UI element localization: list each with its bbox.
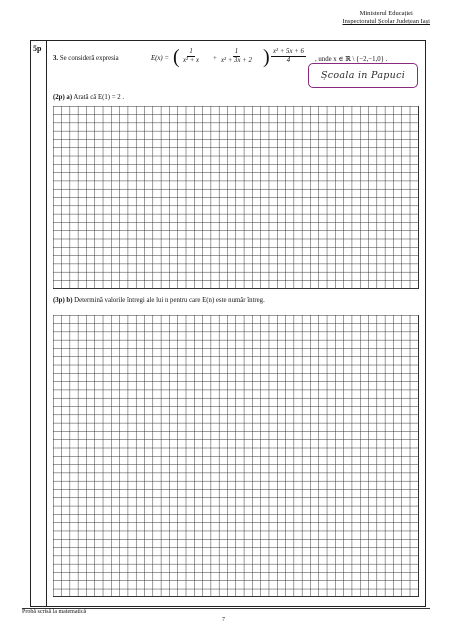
fraction-3 bbox=[271, 48, 306, 65]
fraction-3-denominator: 4 bbox=[286, 57, 291, 64]
fraction-2 bbox=[221, 48, 252, 65]
fraction-2-numerator: 1 bbox=[234, 48, 239, 55]
part-a-points: (2p) bbox=[53, 94, 65, 101]
part-a-text: Arată că E(1) = 2 . bbox=[73, 94, 125, 101]
problem-intro bbox=[53, 55, 119, 62]
fraction-1 bbox=[183, 48, 199, 65]
domain-condition: , unde x ∈ ℝ \ {−2,−1,0} . bbox=[315, 56, 388, 63]
answer-grid-part-a[interactable] bbox=[53, 106, 419, 289]
plus-sign: + bbox=[213, 55, 217, 62]
problem-intro-text: Se consideră expresia bbox=[59, 55, 119, 62]
fraction-3-numerator: x² + 5x + 6 bbox=[273, 48, 304, 55]
header-ministry: Ministerul Educației bbox=[359, 10, 413, 17]
part-a-letter: a) bbox=[66, 94, 73, 101]
part-a-statement bbox=[53, 94, 124, 101]
expression-lhs: E(x) = bbox=[151, 55, 169, 62]
fraction-1-denominator: x² + x bbox=[183, 57, 200, 64]
part-b-text: Determină valorile întregi ale lui n pentru care E(n) este număr întreg. bbox=[74, 297, 265, 304]
part-b-statement bbox=[53, 297, 265, 304]
left-paren: ( bbox=[173, 46, 180, 68]
problem-points: 5p bbox=[33, 44, 42, 53]
part-b-points: (3p) bbox=[53, 297, 65, 304]
footer-exam-title: Probă scrisă la matematică bbox=[22, 609, 87, 615]
document-header bbox=[342, 10, 430, 26]
part-b-letter: b) bbox=[66, 297, 73, 304]
page-number: 7 bbox=[222, 617, 225, 623]
problem-frame bbox=[30, 40, 426, 607]
header-inspectorate: Inspectoratul Școlar Județean Iași bbox=[342, 18, 430, 25]
fraction-2-denominator: x² + 3x + 2 bbox=[221, 57, 252, 64]
watermark-stamp-text: Școala in Papuci bbox=[320, 70, 406, 81]
problem-number: 3. bbox=[53, 55, 59, 62]
right-paren: ) bbox=[263, 46, 270, 68]
fraction-1-numerator: 1 bbox=[189, 48, 193, 55]
answer-grid-part-b[interactable] bbox=[53, 315, 419, 597]
watermark-stamp bbox=[308, 63, 418, 88]
points-column-divider bbox=[46, 41, 47, 606]
